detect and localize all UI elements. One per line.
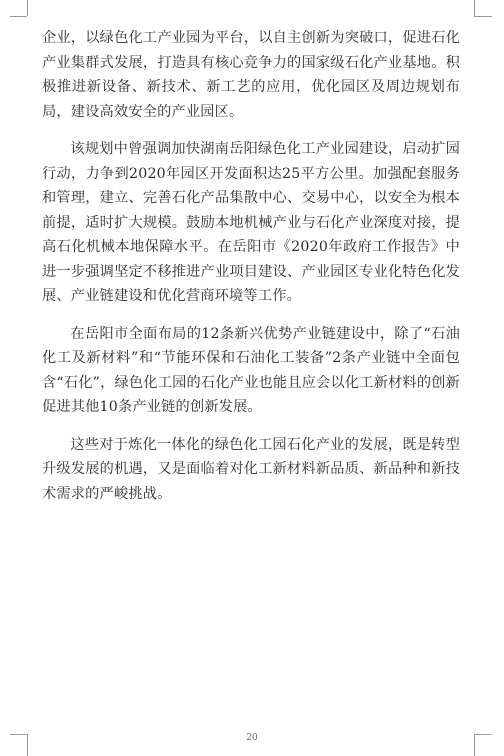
paragraph-1: 企业，以绿色化工产业园为平台，以自主创新为突破口，促进石化产业集群式发展，打造具有核心竞争力的国家级石化产业基地。积极推进新设备、新技术、新工艺的应用，优化园区及周边规划布局，建设高效安全的产业园区。 [42, 30, 460, 120]
paragraph-2: 该规划中曾强调加快湖南岳阳绿色化工产业园建设，启动扩园行动，力争到2020年园区开发面积达25平方公里。加强配套服务和管理，建立、完善石化产品集散中心、交易中心，以安全为根本前提，适时扩大规模。鼓励本地机械产业与石化产业深度对接，提高石化机械本地保障水平。在岳阳市《2020年政府工作报告》中进一步强调坚定不移推进产业项目建设、产业园区专业化特色化发展、产业链建设和优化营商环境等工作。 [42, 141, 460, 304]
crop-mark-top-right-horizontal [474, 16, 492, 17]
crop-mark-top-left-vertical [27, 0, 28, 16]
paragraph-3: 在岳阳市全面布局的12条新兴优势产业链建设中，除了“石油化工及新材料”和“节能环保和石油化工装备”2条产业链中全面包含“石化”，绿色化工园的石化产业也能且应会以化工新材料的创新促进其他10条产业链的创新发展。 [42, 325, 460, 415]
page-number: 20 [246, 733, 258, 743]
crop-mark-top-left-horizontal [10, 16, 27, 17]
crop-mark-top-right-vertical [474, 0, 475, 16]
body-text [42, 26, 460, 519]
paragraph-4: 这些对于炼化一体化的绿色化工园石化产业的发展，既是转型升级发展的机遇，又是面临着对化工新材料新品质、新品种和新技术需求的严峻挑战。 [42, 436, 460, 502]
